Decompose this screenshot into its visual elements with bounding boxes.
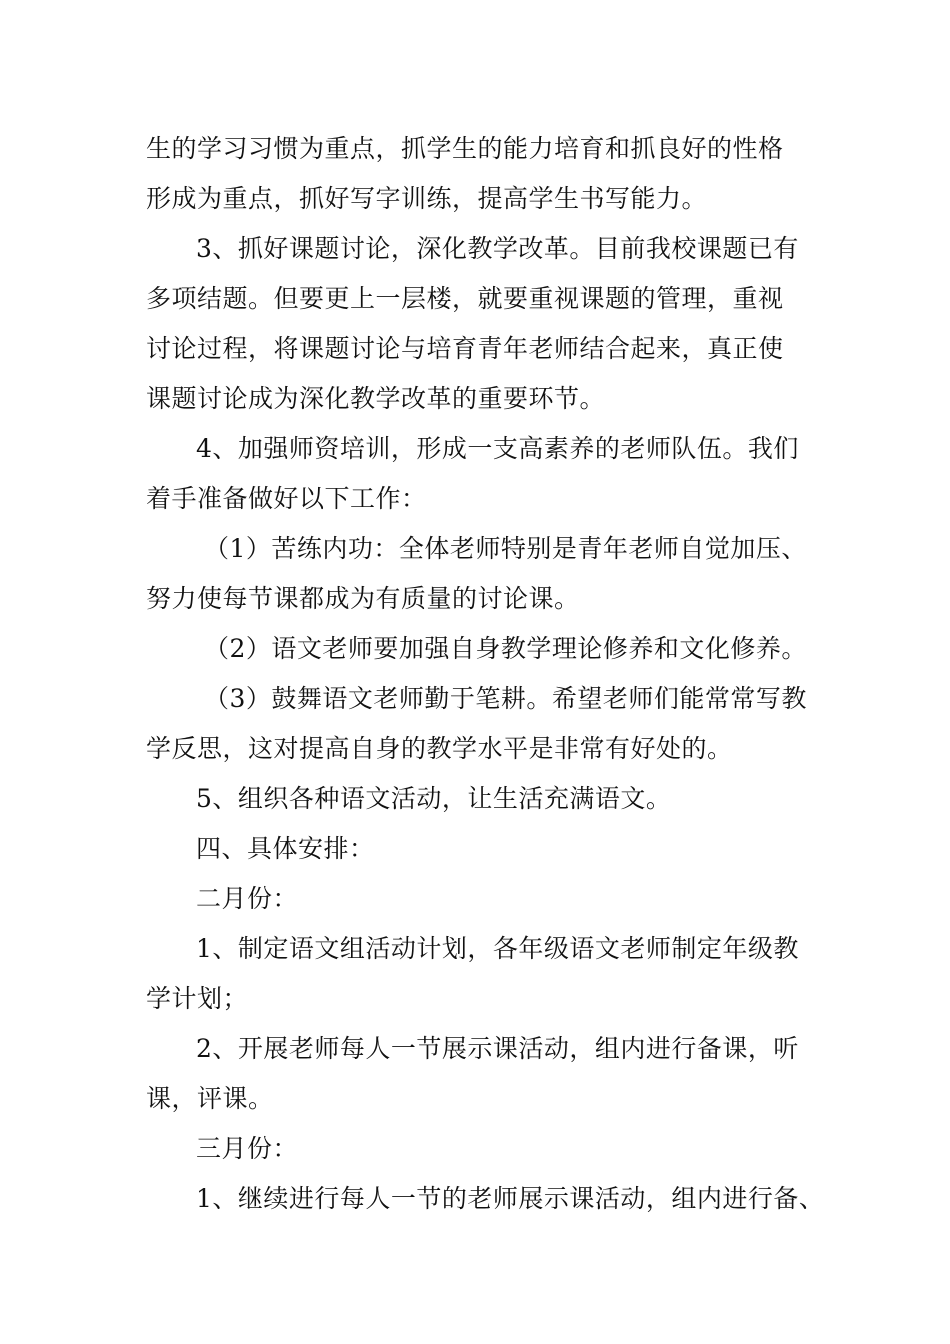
section-heading: 四、具体安排： — [196, 834, 375, 863]
text-line: 形成为重点，抓好写字训练，提高学生书写能力。 — [146, 184, 708, 213]
text-line: 学反思，这对提高自身的教学水平是非常有好处的。 — [146, 734, 733, 763]
text-line: 1、继续进行每人一节的老师展示课活动，组内进行备、 — [196, 1184, 825, 1213]
text-line: 学计划； — [146, 984, 249, 1013]
text-line: 着手准备做好以下工作： — [146, 484, 427, 513]
text-line: 讨论过程，将课题讨论与培育青年老师结合起来，真正使 — [146, 334, 784, 363]
text-line: （2）语文老师要加强自身教学理论修养和文化修养。 — [204, 634, 807, 663]
text-line: 2、开展老师每人一节展示课活动，组内进行备课，听 — [196, 1034, 799, 1063]
text-line: （3）鼓舞语文老师勤于笔耕。希望老师们能常常写教 — [204, 684, 807, 713]
text-line: （1）苦练内功：全体老师特别是青年老师自觉加压、 — [204, 534, 807, 563]
text-line: 课，评课。 — [146, 1084, 274, 1113]
month-heading: 二月份： — [196, 884, 299, 913]
text-line: 课题讨论成为深化教学改革的重要环节。 — [146, 384, 606, 413]
text-line: 3、抓好课题讨论，深化教学改革。目前我校课题已有 — [196, 234, 799, 263]
text-line: 多项结题。但要更上一层楼，就要重视课题的管理，重视 — [146, 284, 784, 313]
text-line: 1、制定语文组活动计划，各年级语文老师制定年级教 — [196, 934, 799, 963]
text-line: 5、组织各种语文活动，让生活充满语文。 — [196, 784, 672, 813]
text-line: 4、加强师资培训，形成一支高素养的老师队伍。我们 — [196, 434, 799, 463]
text-line: 努力使每节课都成为有质量的讨论课。 — [146, 584, 580, 613]
text-line: 生的学习习惯为重点，抓学生的能力培育和抓良好的性格 — [146, 134, 784, 163]
month-heading: 三月份： — [196, 1134, 299, 1163]
